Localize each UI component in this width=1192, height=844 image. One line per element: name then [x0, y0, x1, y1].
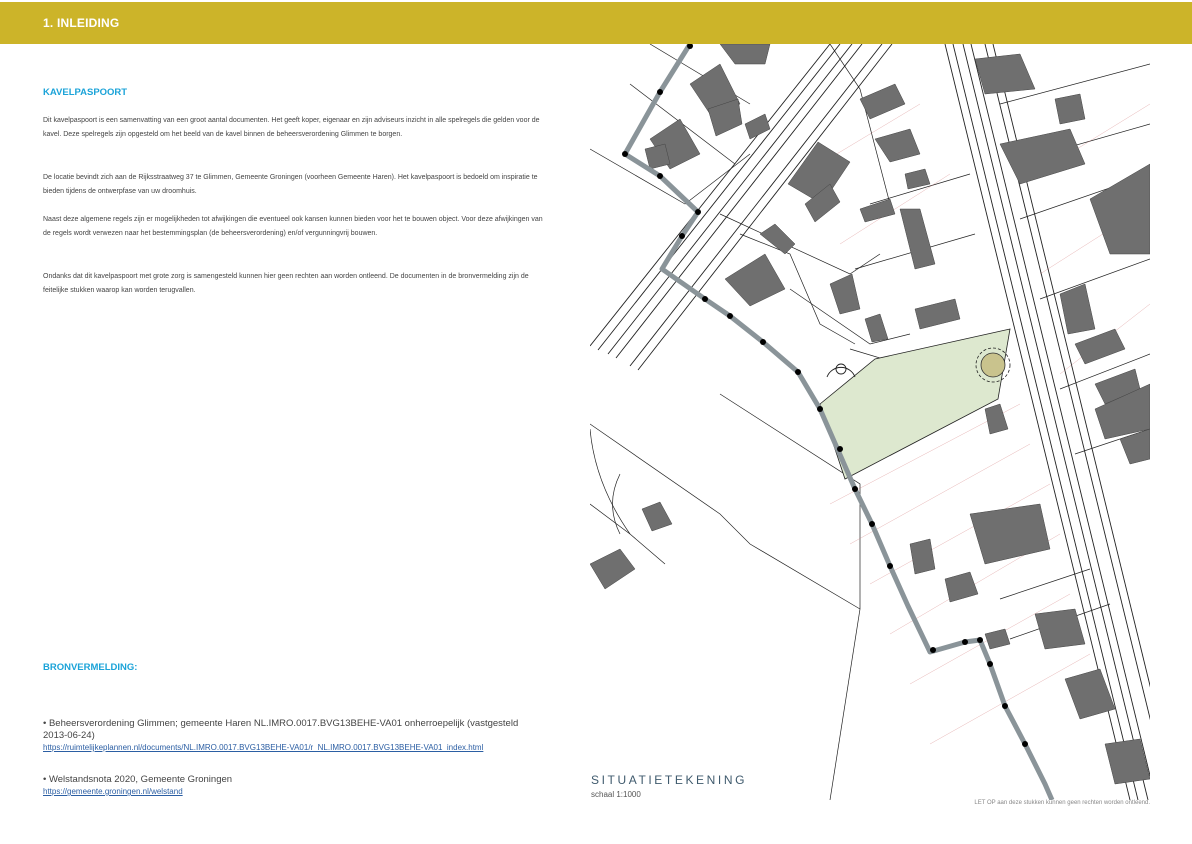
map-scale: schaal 1:1000: [591, 790, 641, 799]
source-text: • Beheersverordening Glimmen; gemeente Haren NL.IMRO.0017.BVG13BEHE-VA01 onherroepelijk (vastgesteld 2013-06-24): [43, 718, 519, 741]
intro-paragraph-2: De locatie bevindt zich aan de Rijksstraatweg 37 te Glimmen, Gemeente Groningen (voorheen Gemeente Haren). Het kavelpaspoort is bedoeld om inspiratie te bieden tijdens de ontwerpfase van uw droomhuis.: [43, 174, 538, 195]
kavel-plot: [820, 329, 1010, 479]
map-disclaimer: LET OP aan deze stukken kunnen geen rechten worden ontleend.: [974, 800, 1150, 806]
source-link[interactable]: https://ruimtelijkeplannen.nl/documents/NL.IMRO.0017.BVG13BEHE-VA01/r_NL.IMRO.0017.BVG13BEHE-VA01_index.html: [43, 743, 484, 752]
kavelpaspoort-heading: KAVELPASPOORT: [43, 87, 128, 98]
source-item-1: [43, 718, 543, 754]
situatie-map: [590, 44, 1150, 800]
map-drawing: [590, 44, 1150, 800]
section-title: 1. INLEIDING: [43, 16, 120, 30]
intro-paragraph-4: Ondanks dat dit kavelpaspoort met grote zorg is samengesteld kunnen hier geen rechten aan worden ontleend. De documenten in de bronvermelding zijn de feitelijke stukken waarop kan worden terugvallen.: [43, 273, 529, 294]
header-bar: [0, 2, 1192, 44]
map-title: SITUATIETEKENING: [591, 773, 748, 787]
bronvermelding-heading: BRONVERMELDING:: [43, 662, 138, 673]
source-text: • Welstandsnota 2020, Gemeente Groningen: [43, 774, 233, 785]
source-link[interactable]: https://gemeente.groningen.nl/welstand: [43, 787, 183, 796]
source-item-2: [43, 774, 232, 798]
intro-paragraph-1: Dit kavelpaspoort is een samenvatting van een groot aantal documenten. Het geeft koper, eigenaar en zijn adviseurs inzicht in alle spelregels die gelden voor de kavel. Deze spelregels zijn opgesteld om het beeld van de kavel binnen de beheersverordening Glimmen te borgen.: [43, 117, 540, 138]
intro-paragraph-3: Naast deze algemene regels zijn er mogelijkheden tot afwijkingen die eventueel ook kansen kunnen bieden voor het te bouwen object. Voor deze afwijkingen van de regels wordt verwezen naar het bestemmingsplan (de beheersverordening) en/of vergunningvrij bouwen.: [43, 216, 543, 237]
